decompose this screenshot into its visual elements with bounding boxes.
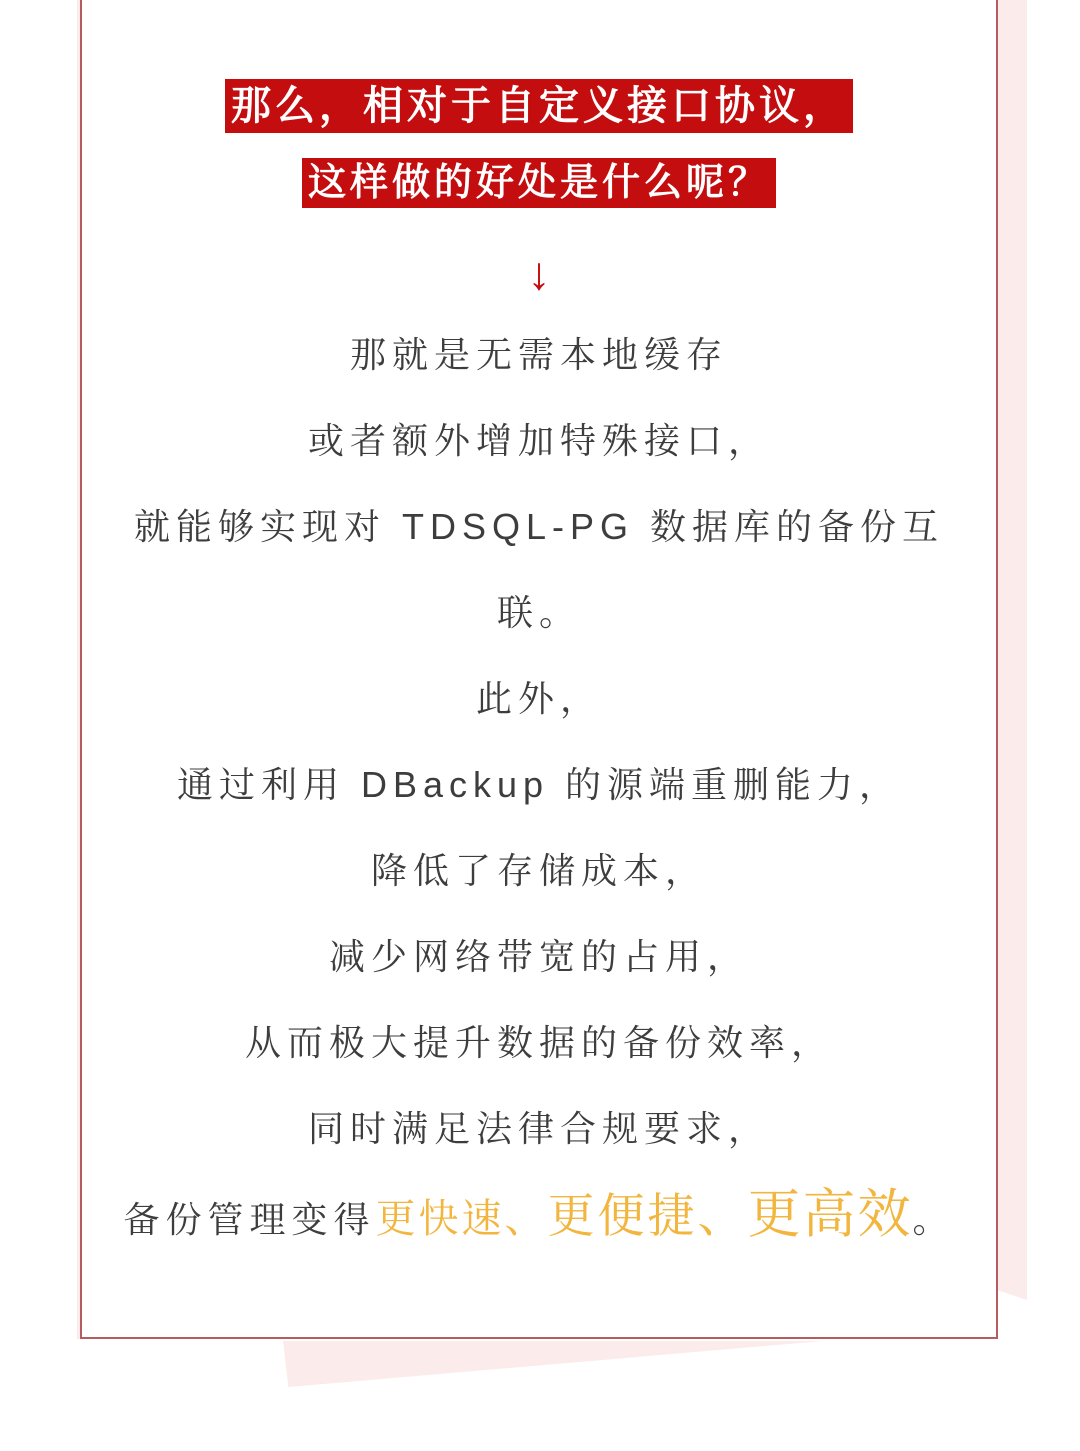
body-line: 就能够实现对 TDSQL-PG 数据库的备份互 <box>133 506 945 547</box>
heading-line-1-text: 那么，相对于自定义接口协议， <box>225 79 853 133</box>
highlight-faster: 更快速、 <box>375 1197 548 1241</box>
body-line: 或者额外增加特殊接口， <box>307 420 770 461</box>
body-text <box>82 312 996 1172</box>
pink-accent-right <box>997 0 1027 1300</box>
content-card <box>80 0 998 1339</box>
body-line: 此外， <box>475 678 602 719</box>
heading-line-2 <box>82 158 996 208</box>
body-line: 同时满足法律合规要求， <box>307 1108 770 1149</box>
body-line: 降低了存储成本， <box>370 850 707 891</box>
pink-accent-bottom <box>283 1341 823 1387</box>
heading-line-1 <box>82 79 996 133</box>
body-line: 联。 <box>496 592 581 633</box>
body-line: 减少网络带宽的占用， <box>328 936 749 977</box>
final-line <box>82 1172 996 1263</box>
heading-block <box>82 0 996 208</box>
final-line-prefix: 备份管理变得 <box>123 1199 376 1240</box>
final-line-suffix: 。 <box>912 1199 955 1240</box>
body-line: 那就是无需本地缓存 <box>349 334 728 375</box>
body-line: 从而极大提升数据的备份效率， <box>244 1022 833 1063</box>
down-arrow-icon: ↓ <box>527 247 551 299</box>
heading-line-2-text: 这样做的好处是什么呢？ <box>302 158 776 208</box>
body-line: 通过利用 DBackup 的源端重删能力， <box>176 764 902 805</box>
highlight-more-efficient: 更高效 <box>747 1185 913 1244</box>
highlight-more-convenient: 更便捷、 <box>547 1189 748 1242</box>
